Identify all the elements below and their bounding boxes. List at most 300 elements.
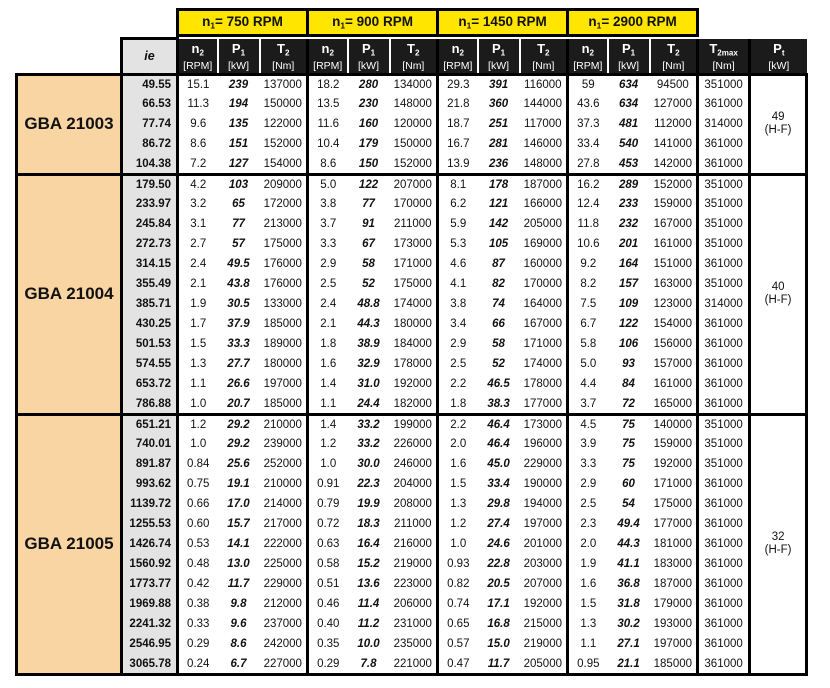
p1-value: 109 — [618, 298, 639, 311]
t2max-value: 361000 — [698, 634, 750, 654]
n2-value: 1.9 — [178, 294, 218, 314]
p1-value: 52 — [362, 278, 375, 291]
ie-value: 1255.53 — [122, 514, 178, 534]
t2max-value: 361000 — [698, 534, 750, 554]
table-row — [17, 334, 807, 354]
table-row — [17, 434, 807, 454]
table-row — [17, 474, 807, 494]
p1-column-header: $P_1$ [kW] — [608, 39, 650, 75]
n2-value: 5.0 — [568, 354, 608, 374]
p1-value: 36.8 — [617, 578, 640, 591]
t2-value: 227000 — [260, 654, 308, 674]
t2-value: 219000 — [523, 638, 562, 651]
t2-value: 160000 — [523, 258, 562, 271]
t2-value: 223000 — [393, 578, 432, 591]
p1-value: 13.0 — [227, 558, 250, 571]
p1-value: 72 — [622, 397, 635, 410]
rpm-value: 1450 — [482, 14, 513, 30]
t2max-value: 361000 — [698, 594, 750, 614]
table-row — [17, 374, 807, 394]
p1-value: 21.1 — [608, 654, 650, 674]
ie-value: 385.71 — [122, 294, 178, 314]
n2-value: 2.2 — [438, 374, 478, 394]
t2-value: 204000 — [393, 478, 432, 491]
table-row — [17, 574, 807, 594]
rpm-value: 2900 — [612, 14, 643, 30]
n2-value: 6.2 — [438, 194, 478, 214]
p1-value: 20.5 — [487, 578, 510, 591]
n2-value: 0.48 — [178, 554, 218, 574]
n2-value: 0.33 — [178, 614, 218, 634]
p1-value: 106 — [618, 338, 639, 351]
n2-value: 3.9 — [568, 434, 608, 454]
t2-value: 148000 — [523, 157, 562, 170]
t2-value: 203000 — [523, 558, 562, 571]
t2max-value: 361000 — [698, 394, 750, 414]
n2-value: 2.9 — [568, 474, 608, 494]
t2-column-header: $T_2$ [Nm] — [260, 39, 308, 75]
t2-value: 199000 — [390, 414, 438, 434]
t2-value: 176000 — [263, 278, 302, 291]
n2-value: 1.4 — [308, 414, 348, 434]
p1-value: 360 — [488, 98, 509, 111]
t2-value: 174000 — [393, 298, 432, 311]
p1-column-header: $P_1$ [kW] — [478, 39, 520, 75]
n2-value: 5.9 — [438, 214, 478, 234]
p1-value: 19.1 — [227, 478, 250, 491]
p1-value: 54 — [622, 498, 635, 511]
p1-value: 18.3 — [357, 518, 380, 531]
p1-value: 52 — [492, 358, 505, 371]
p1-value: 19.9 — [357, 498, 380, 511]
t2-value: 216000 — [393, 538, 432, 551]
n2-value: 2.7 — [178, 234, 218, 254]
n2-value: 4.2 — [178, 174, 218, 194]
p1-value: 46.4 — [487, 438, 510, 451]
t2-value: 175000 — [393, 278, 432, 291]
p1-value: 38.3 — [487, 397, 510, 410]
p1-value: 157 — [618, 278, 639, 291]
t2-value: 94500 — [650, 74, 698, 94]
n2-value: 1.3 — [438, 494, 478, 514]
ie-value: 993.62 — [122, 474, 178, 494]
t2-value: 211000 — [394, 518, 432, 531]
t2max-value: 361000 — [698, 134, 750, 154]
t2-value: 116000 — [520, 74, 568, 94]
n2-value: 5.3 — [438, 234, 478, 254]
n2-value: 0.58 — [308, 554, 348, 574]
t2-value: 187000 — [653, 578, 693, 591]
n2-value: 4.4 — [568, 374, 608, 394]
rpm-header-750: $n_1= 750$ RPM — [178, 10, 308, 36]
n2-value: 0.91 — [308, 474, 348, 494]
t2-value: 176000 — [263, 258, 302, 271]
table-row — [17, 354, 807, 374]
n2-value: 2.4 — [308, 294, 348, 314]
n2-column-header: $n_2$ [RPM] — [568, 39, 608, 75]
t2-value: 148000 — [393, 98, 432, 111]
t2-value: 163000 — [653, 278, 693, 291]
table-row — [17, 614, 807, 634]
ie-value: 66.53 — [122, 94, 178, 114]
t2-value: 197000 — [523, 518, 562, 531]
n2-value: 2.5 — [438, 354, 478, 374]
n2-value: 9.6 — [178, 114, 218, 134]
t2-value: 127000 — [653, 98, 693, 111]
p1-value: 49.5 — [227, 258, 250, 271]
t2-value: 177000 — [653, 518, 693, 531]
t2max-value: 351000 — [698, 234, 750, 254]
ie-value: 786.88 — [122, 394, 178, 414]
ie-value: 1426.74 — [122, 534, 178, 554]
rpm-value: 900 — [356, 14, 380, 30]
n2-value: 1.9 — [568, 554, 608, 574]
t2-value: 214000 — [263, 498, 302, 511]
t2-value: 120000 — [393, 118, 432, 131]
t2max-value: 314000 — [698, 294, 750, 314]
t2-value: 171000 — [393, 258, 432, 271]
t2-value: 180000 — [393, 318, 432, 331]
p1-value: 17.0 — [227, 498, 250, 511]
n2-value: 3.4 — [438, 314, 478, 334]
p1-value: 11.7 — [478, 654, 520, 674]
t2-value: 242000 — [263, 638, 302, 651]
ie-value: 179.50 — [122, 174, 178, 194]
n2-value: 1.3 — [178, 354, 218, 374]
n2-value: 2.9 — [438, 334, 478, 354]
n2-value: 4.5 — [568, 414, 608, 434]
n2-value: 2.5 — [568, 494, 608, 514]
p1-value: 74 — [492, 298, 505, 311]
n2-value: 1.6 — [308, 354, 348, 374]
n2-value: 0.63 — [308, 534, 348, 554]
ie-value: 2546.95 — [122, 634, 178, 654]
t2-value: 112000 — [654, 118, 692, 131]
ie-value: 651.21 — [122, 414, 178, 434]
t2max-value: 314000 — [698, 114, 750, 134]
p1-value: 75 — [608, 414, 650, 434]
t2-value: 167000 — [523, 318, 562, 331]
n2-value: 3.8 — [308, 194, 348, 214]
model-label: GBA 21003 — [17, 74, 122, 174]
p1-value: 29.2 — [227, 438, 250, 451]
n2-value: 0.72 — [308, 514, 348, 534]
p1-value: 8.6 — [230, 638, 247, 651]
table-row — [17, 594, 807, 614]
t2-value: 210000 — [263, 478, 302, 491]
p1-value: 481 — [618, 118, 639, 131]
n2-value: 1.5 — [178, 334, 218, 354]
t2-value: 152000 — [650, 174, 698, 194]
p1-value: 281 — [488, 138, 509, 151]
n2-value: 2.0 — [568, 534, 608, 554]
n2-value: 11.8 — [568, 214, 608, 234]
t2-value: 185000 — [263, 397, 302, 410]
t2max-value: 351000 — [698, 414, 750, 434]
t2-value: 219000 — [393, 558, 432, 571]
p1-value: 77 — [232, 218, 245, 231]
t2-value: 166000 — [523, 198, 562, 211]
p1-value: 46.5 — [487, 378, 510, 391]
t2-value: 134000 — [390, 74, 438, 94]
n2-value: 0.65 — [438, 614, 478, 634]
n2-value: 5.0 — [308, 174, 348, 194]
n2-value: 0.75 — [178, 474, 218, 494]
n2-value: 1.0 — [438, 534, 478, 554]
n2-value: 0.95 — [568, 654, 608, 674]
n2-value: 4.6 — [438, 254, 478, 274]
t2-value: 185000 — [263, 318, 302, 331]
p1-value: 151 — [228, 138, 249, 151]
pt-value: 49 (H-F) — [750, 74, 807, 174]
n2-value: 0.82 — [438, 574, 478, 594]
n2-value: 0.29 — [308, 654, 348, 674]
t2-value: 175000 — [653, 498, 693, 511]
t2-value: 157000 — [653, 358, 693, 371]
p1-value: 77 — [362, 198, 375, 211]
n2-value: 2.0 — [438, 434, 478, 454]
rpm-value: 750 — [226, 14, 250, 30]
t2max-value: 361000 — [698, 494, 750, 514]
table-row — [17, 234, 807, 254]
n2-value: 15.1 — [178, 74, 218, 94]
n2-value: 1.8 — [438, 394, 478, 414]
pt-value: 32 (H-F) — [750, 414, 807, 674]
n2-value: 18.7 — [438, 114, 478, 134]
table-row — [17, 294, 807, 314]
t2-value: 192000 — [653, 458, 693, 471]
n2-value: 1.2 — [438, 514, 478, 534]
t2-value: 171000 — [653, 478, 693, 491]
p1-value: 142 — [488, 218, 509, 231]
t2max-value: 351000 — [698, 454, 750, 474]
p1-value: 289 — [608, 174, 650, 194]
t2-value: 152000 — [393, 157, 432, 170]
ie-value: 574.55 — [122, 354, 178, 374]
t2max-value: 361000 — [698, 334, 750, 354]
table-row — [17, 314, 807, 334]
t2-value: 197000 — [263, 378, 302, 391]
p1-value: 27.7 — [227, 358, 250, 371]
t2-value: 205000 — [520, 654, 568, 674]
p1-value: 232 — [618, 218, 639, 231]
rpm-symbol: n — [202, 14, 211, 30]
t2-value: 182000 — [393, 397, 432, 410]
n2-value: 1.0 — [308, 454, 348, 474]
p1-value: 121 — [488, 198, 509, 211]
t2max-value: 351000 — [698, 214, 750, 234]
n2-value: 1.4 — [308, 374, 348, 394]
n2-column-header: $n_2$ [RPM] — [438, 39, 478, 75]
table-body — [17, 74, 807, 674]
p1-value: 31.8 — [617, 598, 640, 611]
model-label: GBA 21005 — [17, 414, 122, 674]
p1-value: 15.2 — [357, 558, 380, 571]
t2-value: 189000 — [263, 338, 302, 351]
p1-value: 22.8 — [487, 558, 510, 571]
table-row — [17, 494, 807, 514]
t2-value: 156000 — [653, 338, 693, 351]
ie-value: 1560.92 — [122, 554, 178, 574]
t2-value: 144000 — [523, 98, 562, 111]
n2-value: 5.8 — [568, 334, 608, 354]
t2max-value: 361000 — [698, 474, 750, 494]
n2-value: 0.29 — [178, 634, 218, 654]
n2-value: 3.1 — [178, 214, 218, 234]
ie-value: 430.25 — [122, 314, 178, 334]
t2max-value: 351000 — [698, 274, 750, 294]
t2-value: 164000 — [523, 298, 562, 311]
table-row — [17, 514, 807, 534]
n2-value: 11.3 — [178, 94, 218, 114]
n2-value: 13.9 — [438, 154, 478, 174]
t2-value: 169000 — [523, 238, 562, 251]
table-row — [17, 194, 807, 214]
p1-value: 60 — [622, 478, 635, 491]
n2-value: 4.1 — [438, 274, 478, 294]
n2-value: 2.1 — [308, 314, 348, 334]
p1-value: 103 — [218, 174, 260, 194]
n2-value: 8.6 — [178, 134, 218, 154]
t2-value: 150000 — [393, 138, 432, 151]
t2-value: 173000 — [520, 414, 568, 434]
p1-value: 30.2 — [617, 618, 640, 631]
t2-value: 207000 — [390, 174, 438, 194]
ie-value: 1773.77 — [122, 574, 178, 594]
p1-value: 93 — [622, 358, 635, 371]
n2-value: 7.2 — [178, 154, 218, 174]
p1-value: 87 — [492, 258, 505, 271]
t2-value: 213000 — [263, 218, 302, 231]
p1-value: 11.4 — [357, 598, 380, 611]
pt-value: 40 (H-F) — [750, 174, 807, 414]
n2-value: 1.0 — [178, 434, 218, 454]
n2-value: 1.1 — [568, 634, 608, 654]
n2-value: 1.3 — [568, 614, 608, 634]
p1-value: 135 — [228, 118, 249, 131]
t2-value: 215000 — [523, 618, 562, 631]
n2-value: 11.6 — [308, 114, 348, 134]
p1-value: 16.4 — [357, 538, 380, 551]
ie-value: 245.84 — [122, 214, 178, 234]
n2-value: 1.8 — [308, 334, 348, 354]
n2-value: 12.4 — [568, 194, 608, 214]
t2-value: 159000 — [653, 198, 693, 211]
n2-value: 7.5 — [568, 294, 608, 314]
p1-value: 33.4 — [487, 478, 510, 491]
t2-value: 221000 — [390, 654, 438, 674]
ie-value: 355.49 — [122, 274, 178, 294]
t2-column-header: $T_2$ [Nm] — [650, 39, 698, 75]
n2-value: 2.4 — [178, 254, 218, 274]
n2-value: 18.2 — [308, 74, 348, 94]
t2-value: 192000 — [523, 598, 562, 611]
n2-value: 8.1 — [438, 174, 478, 194]
t2-value: 178000 — [523, 378, 562, 391]
t2-value: 151000 — [653, 258, 693, 271]
t2-value: 137000 — [260, 74, 308, 94]
p1-value: 38.9 — [357, 338, 380, 351]
table-row — [17, 114, 807, 134]
p1-value: 33.2 — [348, 414, 390, 434]
t2-value: 209000 — [260, 174, 308, 194]
p1-value: 178 — [478, 174, 520, 194]
n2-value: 1.7 — [178, 314, 218, 334]
t2-value: 196000 — [523, 438, 562, 451]
p1-value: 75 — [622, 458, 635, 471]
p1-value: 17.1 — [487, 598, 510, 611]
p1-value: 57 — [232, 238, 245, 251]
t2-value: 140000 — [650, 414, 698, 434]
p1-value: 44.3 — [617, 538, 640, 551]
t2-value: 226000 — [393, 438, 432, 451]
p1-value: 44.3 — [357, 318, 380, 331]
table-row — [17, 254, 807, 274]
n2-value: 1.2 — [308, 434, 348, 454]
p1-value: 6.7 — [218, 654, 260, 674]
n2-value: 1.5 — [568, 594, 608, 614]
n2-value: 3.7 — [568, 394, 608, 414]
t2max-value: 361000 — [698, 254, 750, 274]
p1-value: 67 — [362, 238, 375, 251]
table-row — [17, 634, 807, 654]
p1-value: 41.1 — [617, 558, 640, 571]
table-row — [17, 414, 807, 434]
t2-value: 141000 — [653, 138, 693, 151]
p1-value: 32.9 — [357, 358, 380, 371]
t2-value: 193000 — [653, 618, 693, 631]
p1-value: 7.8 — [348, 654, 390, 674]
ie-value: 77.74 — [122, 114, 178, 134]
n2-value: 2.2 — [438, 414, 478, 434]
t2max-value: 361000 — [698, 314, 750, 334]
t2-value: 181000 — [653, 538, 693, 551]
t2-value: 150000 — [263, 98, 302, 111]
p1-value: 9.6 — [230, 618, 247, 631]
n2-value: 1.1 — [308, 394, 348, 414]
n2-value: 1.5 — [438, 474, 478, 494]
t2-value: 206000 — [393, 598, 432, 611]
t2-value: 154000 — [263, 157, 302, 170]
p1-value: 49.4 — [617, 518, 640, 531]
t2-value: 146000 — [523, 138, 562, 151]
n2-value: 2.9 — [308, 254, 348, 274]
t2-value: 190000 — [523, 478, 562, 491]
n2-value: 0.74 — [438, 594, 478, 614]
p1-value: 48.8 — [357, 298, 380, 311]
p1-value: 230 — [358, 98, 379, 111]
n2-value: 8.6 — [308, 154, 348, 174]
t2-value: 175000 — [263, 238, 302, 251]
t2-value: 217000 — [263, 518, 302, 531]
t2-value: 208000 — [393, 498, 432, 511]
n2-value: 0.79 — [308, 494, 348, 514]
p1-value: 65 — [232, 198, 245, 211]
ie-value: 272.73 — [122, 234, 178, 254]
table-row — [17, 554, 807, 574]
t2max-value: 361000 — [698, 614, 750, 634]
t2-value: 212000 — [263, 598, 302, 611]
ie-value: 104.38 — [122, 154, 178, 174]
p1-value: 30.0 — [357, 458, 380, 471]
t2-value: 201000 — [523, 538, 562, 551]
t2-value: 180000 — [263, 358, 302, 371]
p1-column-header: $P_1$ [kW] — [218, 39, 260, 75]
p1-value: 11.2 — [357, 618, 380, 631]
p1-value: 127 — [228, 157, 249, 170]
p1-value: 201 — [618, 238, 639, 251]
ie-value: 1969.88 — [122, 594, 178, 614]
